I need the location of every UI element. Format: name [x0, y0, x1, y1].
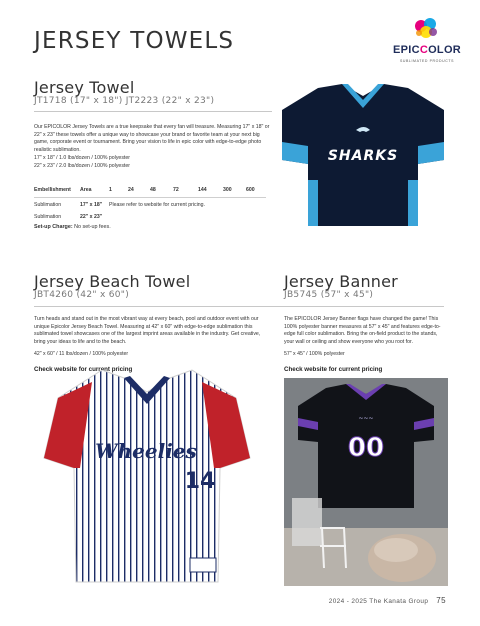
jersey-towel-subtitle: JT1718 (17" x 18") JT2223 (22" x 23")	[34, 96, 215, 106]
page-title: JERSEY TOWELS	[34, 28, 235, 54]
setup-charge-label: Set-up Charge:	[34, 224, 73, 230]
pricing-table-header	[34, 184, 266, 196]
table-cell: 22" x 23"	[80, 214, 103, 220]
beach-towel-pricing-link[interactable]: Check website for current pricing	[34, 366, 133, 373]
setup-charge	[34, 224, 111, 230]
jersey-towel-spec-1: 17" x 18" / 1.0 lbs/dozen / 100% polyester	[34, 155, 130, 161]
table-cell: Please refer to website for current pricing.	[109, 202, 206, 208]
table-header-cell: Area	[80, 187, 92, 193]
table-cell	[109, 211, 266, 223]
banner-jersey-script: ~~~	[358, 415, 374, 422]
table-cell: Sublimation	[34, 214, 62, 220]
wheelies-script: Wheelies	[95, 439, 197, 463]
setup-charge-value: No set-up fees.	[74, 224, 111, 230]
jersey-towel-title: Jersey Towel	[34, 78, 135, 97]
table-header-cell: 300	[223, 187, 232, 193]
banner-subtitle: JB5745 (57" x 45")	[284, 290, 374, 300]
sharks-wordmark: SHARKS	[327, 148, 399, 164]
beach-towel-subtitle: JBT4260 (42" x 60")	[34, 290, 130, 300]
table-cell: 17" x 18"	[80, 202, 103, 208]
banner-jersey-number: 00	[347, 433, 385, 463]
table-header-cell: 24	[128, 187, 134, 193]
table-row	[34, 211, 266, 223]
logo-mark-icon	[386, 14, 468, 44]
section-divider	[34, 111, 272, 112]
jersey-tag	[190, 558, 216, 572]
page-number: 75	[436, 596, 446, 605]
banner-pricing-link[interactable]: Check website for current pricing	[284, 366, 383, 373]
section-divider	[34, 306, 444, 307]
table-cell: Sublimation	[34, 202, 62, 208]
table-header-cell: 144	[198, 187, 207, 193]
banner-room-photo	[284, 378, 448, 586]
table-row	[34, 199, 266, 211]
table-header-cell: 600	[246, 187, 255, 193]
table-header-cell: 1	[109, 187, 112, 193]
jersey-number: 14	[184, 469, 216, 494]
table-header-cell: Embellishment	[34, 187, 71, 193]
jersey-towel-description: Our EPICOLOR Jersey Towels are a true keepsake that every fan will treasure. Measuring 17" x 18" or 22" x 23" these towels offer a unique way to showcase your brand or favorite team at your next big game, corporate event or tournament. Bring your vision to life in epic color with edge-to-edge photo realistic sublimation.	[34, 124, 270, 154]
beach-towel-spec: 42" x 60" / 11 lbs/dozen / 100% polyester	[34, 351, 129, 357]
epicolor-logo	[386, 14, 468, 68]
logo-wordmark: EPICCOLOR	[392, 44, 462, 56]
wheelies-jersey-image	[40, 368, 254, 586]
pricing-table	[34, 184, 266, 223]
page-footer	[329, 596, 446, 605]
shelf	[292, 498, 322, 546]
table-header-cell: 72	[173, 187, 179, 193]
banner-description: The EPICOLOR Jersey Banner flags have changed the game! This 100% polyester banner measures at 57" x 45" and features edge-to-edge full color sublimation. Bring the on-field product to the stands, your wall or ceiling and show everyone who you root for.	[284, 316, 441, 346]
table-header-cell: 48	[150, 187, 156, 193]
beach-towel-description: Turn heads and stand out in the most vibrant way at every beach, pool and outdoor event with our unique Epicolor Jersey Beach Towel. Measuring at 42" x 60" with edge-to-edge sublimation this sublimated towel showcases one of the largest imprint areas available in the industry. Get creative, bring your ideas to life and to the beach.	[34, 316, 261, 346]
beach-towel-title: Jersey Beach Towel	[34, 272, 191, 291]
sharks-jersey-image	[278, 80, 448, 230]
footer-text: 2024 - 2025 The Kanata Group	[328, 598, 429, 605]
jersey-towel-spec-2: 22" x 23" / 2.0 lbs/dozen / 100% polyester	[34, 163, 130, 169]
banner-title: Jersey Banner	[284, 272, 398, 291]
banner-spec: 57" x 45" / 100% polyester	[284, 351, 345, 357]
logo-tagline: SUBLIMATED PRODUCTS	[399, 59, 455, 63]
